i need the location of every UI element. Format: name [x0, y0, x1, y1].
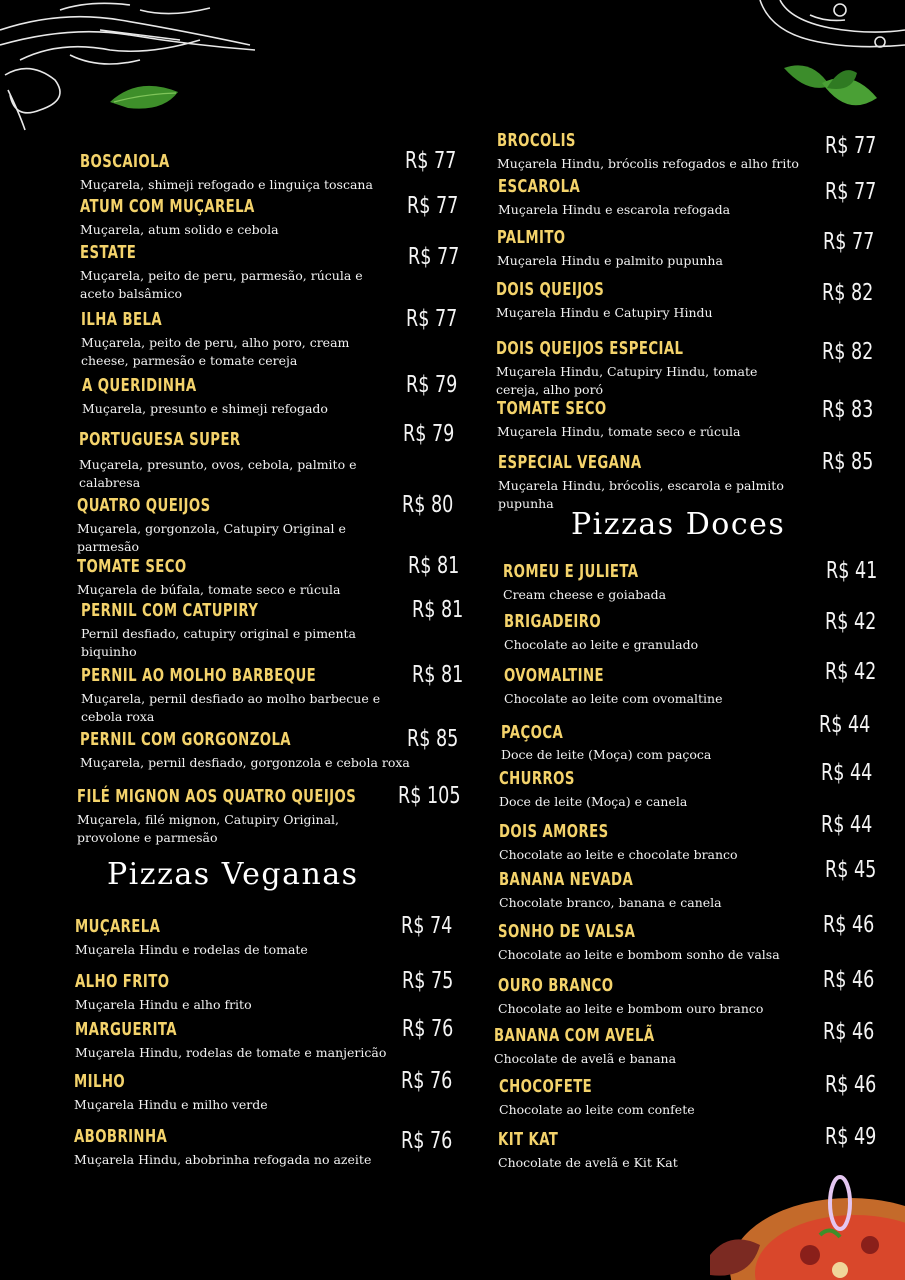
item-name: PALMITO [497, 227, 566, 248]
item-description: Muçarela Hindu, abobrinha refogada no azeite [74, 1152, 372, 1167]
item-name: PAÇOCA [501, 722, 564, 743]
item-price: R$ 77 [408, 244, 460, 270]
item-name: BANANA COM AVELÃ [494, 1025, 655, 1046]
item-name: CHURROS [499, 768, 575, 789]
item-price: R$ 49 [825, 1124, 877, 1150]
item-description: Muçarela Hindu, tomate seco e rúcula [497, 424, 741, 439]
item-description: Muçarela Hindu e alho frito [75, 997, 252, 1012]
item-name: TOMATE SECO [497, 398, 607, 419]
item-name: QUATRO QUEIJOS [77, 495, 211, 516]
item-price: R$ 76 [402, 1016, 454, 1042]
item-name: ABOBRINHA [74, 1126, 168, 1147]
item-description: Chocolate branco, banana e canela [499, 895, 722, 910]
item-description: Muçarela Hindu e rodelas de tomate [75, 942, 308, 957]
item-description: Doce de leite (Moça) com paçoca [501, 747, 712, 762]
item-price: R$ 46 [825, 1072, 877, 1098]
item-price: R$ 46 [823, 1019, 875, 1045]
item-price: R$ 77 [823, 229, 875, 255]
item-description: Chocolate de avelã e Kit Kat [498, 1155, 678, 1170]
pizza-peel-sketch-top-left [0, 0, 270, 140]
item-description: Muçarela, peito de peru, alho poro, cream cheese, parmesão e tomate cereja [81, 335, 350, 368]
item-name: ESCAROLA [498, 176, 581, 197]
item-name: OVOMALTINE [504, 665, 605, 686]
item-description: Chocolate ao leite com ovomaltine [504, 691, 723, 706]
item-description: Muçarela Hindu e milho verde [74, 1097, 268, 1112]
item-name: DOIS QUEIJOS ESPECIAL [496, 338, 684, 359]
item-price: R$ 83 [822, 397, 874, 423]
item-price: R$ 77 [825, 133, 877, 159]
item-description: Muçarela Hindu e Catupiry Hindu [496, 305, 713, 320]
item-name: ESTATE [80, 242, 137, 263]
item-name: ILHA BELA [81, 309, 163, 330]
item-price: R$ 81 [408, 553, 460, 579]
item-description: Chocolate de avelã e banana [494, 1051, 677, 1066]
item-name: FILÉ MIGNON AOS QUATRO QUEIJOS [77, 786, 357, 807]
item-description: Pernil desfiado, catupiry original e pimenta biquinho [81, 626, 356, 659]
item-description: Chocolate ao leite com confete [499, 1102, 695, 1117]
item-name: BANANA NEVADA [499, 869, 634, 890]
item-name: PORTUGUESA SUPER [79, 429, 241, 450]
section-title-doces: Pizzas Doces [571, 507, 786, 542]
item-price: R$ 46 [823, 912, 875, 938]
item-name: PERNIL AO MOLHO BARBEQUE [81, 665, 317, 686]
item-name: DOIS AMORES [499, 821, 609, 842]
item-description: Muçarela, gorgonzola, Catupiry Original e parmesão [77, 521, 346, 554]
item-name: BROCOLIS [497, 130, 576, 151]
item-name: BOSCAIOLA [80, 151, 170, 172]
item-name: TOMATE SECO [77, 556, 187, 577]
item-price: R$ 76 [401, 1068, 453, 1094]
item-name: CHOCOFETE [499, 1076, 593, 1097]
pizza-photo-bottom-right [690, 1175, 905, 1280]
item-price: R$ 42 [825, 609, 877, 635]
item-price: R$ 81 [412, 662, 464, 688]
item-name: MUÇARELA [75, 916, 161, 937]
item-description: Muçarela de búfala, tomate seco e rúcula [77, 582, 341, 597]
item-description: Muçarela Hindu, rodelas de tomate e manjericão [75, 1045, 387, 1060]
item-price: R$ 45 [825, 857, 877, 883]
item-name: PERNIL COM GORGONZOLA [80, 729, 292, 750]
item-price: R$ 80 [402, 492, 454, 518]
item-description: Muçarela, filé mignon, Catupiry Original, provolone e parmesão [77, 812, 339, 845]
item-name: ALHO FRITO [75, 971, 170, 992]
item-description: Muçarela Hindu, Catupiry Hindu, tomate cereja, alho poró [496, 364, 758, 397]
item-name: DOIS QUEIJOS [496, 279, 605, 300]
item-price: R$ 41 [826, 558, 878, 584]
item-price: R$ 76 [401, 1128, 453, 1154]
item-description: Muçarela Hindu, brócolis refogados e alho frito [497, 156, 799, 171]
item-description: Muçarela, atum solido e cebola [80, 222, 279, 237]
item-name: MARGUERITA [75, 1019, 177, 1040]
item-description: Muçarela Hindu e escarola refogada [498, 202, 731, 217]
item-description: Doce de leite (Moça) e canela [499, 794, 688, 809]
item-name: SONHO DE VALSA [498, 921, 636, 942]
item-description: Cream cheese e goiabada [503, 587, 667, 602]
item-description: Chocolate ao leite e granulado [504, 637, 699, 652]
item-name: ROMEU E JULIETA [503, 561, 639, 582]
item-price: R$ 75 [402, 968, 454, 994]
item-description: Chocolate ao leite e chocolate branco [499, 847, 738, 862]
item-price: R$ 81 [412, 597, 464, 623]
item-description: Muçarela, pernil desfiado ao molho barbecue e cebola roxa [81, 691, 381, 724]
item-description: Muçarela, shimeji refogado e linguiça toscana [80, 177, 373, 192]
item-price: R$ 77 [406, 306, 458, 332]
item-description: Muçarela Hindu, brócolis, escarola e palmito pupunha [498, 478, 784, 511]
item-description: Muçarela, presunto, ovos, cebola, palmito e calabresa [79, 457, 357, 490]
item-description: Muçarela, pernil desfiado, gorgonzola e cebola roxa [80, 755, 410, 770]
item-price: R$ 74 [401, 913, 453, 939]
basil-leaves-icon [782, 58, 882, 116]
item-price: R$ 82 [822, 280, 874, 306]
item-name: PERNIL COM CATUPIRY [81, 600, 259, 621]
item-price: R$ 82 [822, 339, 874, 365]
item-price: R$ 77 [405, 148, 457, 174]
item-price: R$ 42 [825, 659, 877, 685]
item-price: R$ 85 [407, 726, 459, 752]
item-name: OURO BRANCO [498, 975, 614, 996]
item-price: R$ 85 [822, 449, 874, 475]
item-price: R$ 79 [406, 372, 458, 398]
item-price: R$ 44 [819, 712, 871, 738]
item-name: A QUERIDINHA [82, 375, 197, 396]
item-description: Muçarela, presunto e shimeji refogado [82, 401, 328, 416]
item-name: BRIGADEIRO [504, 611, 602, 632]
basil-leaf-icon [108, 80, 183, 112]
item-name: KIT KAT [498, 1129, 559, 1150]
item-price: R$ 77 [825, 179, 877, 205]
section-title-veganas: Pizzas Veganas [107, 857, 359, 892]
item-description: Muçarela, peito de peru, parmesão, rúcula e aceto balsâmico [80, 268, 363, 301]
item-price: R$ 79 [403, 421, 455, 447]
item-description: Chocolate ao leite e bombom sonho de valsa [498, 947, 780, 962]
item-price: R$ 46 [823, 967, 875, 993]
item-name: ATUM COM MUÇARELA [80, 196, 255, 217]
item-description: Chocolate ao leite e bombom ouro branco [498, 1001, 764, 1016]
item-name: MILHO [74, 1071, 126, 1092]
item-price: R$ 77 [407, 193, 459, 219]
item-price: R$ 105 [398, 783, 461, 809]
item-price: R$ 44 [821, 760, 873, 786]
item-description: Muçarela Hindu e palmito pupunha [497, 253, 723, 268]
item-price: R$ 44 [821, 812, 873, 838]
item-name: ESPECIAL VEGANA [498, 452, 642, 473]
